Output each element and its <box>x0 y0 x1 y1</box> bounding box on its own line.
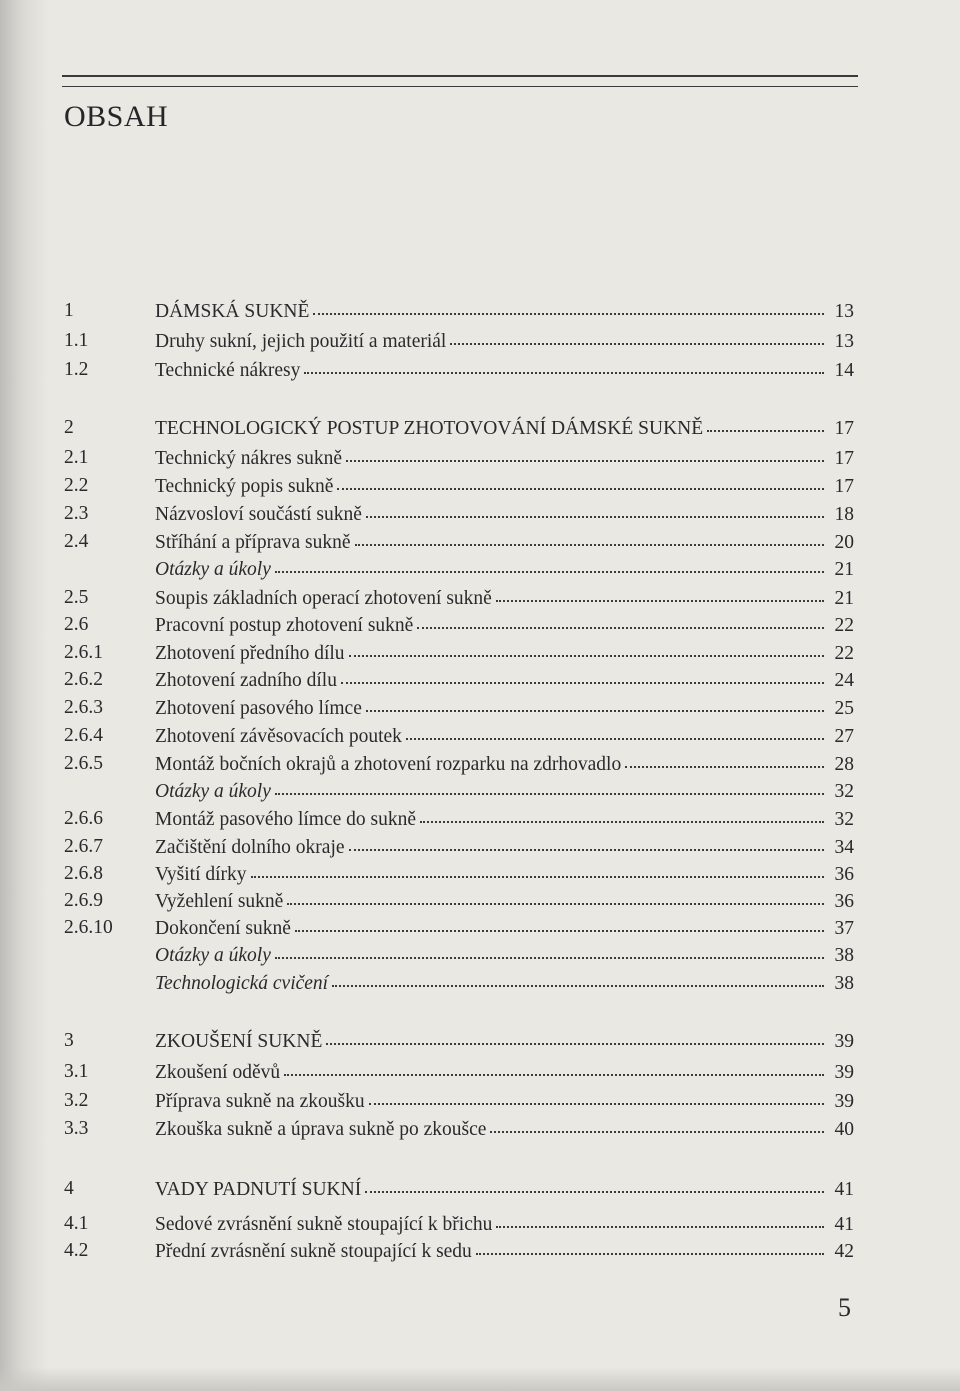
toc-entry-body <box>155 557 854 581</box>
toc-entry <box>0 889 960 913</box>
toc-entry-page: 13 <box>834 331 854 352</box>
page-number: 5 <box>838 1293 851 1322</box>
toc-entry-page: 36 <box>834 864 854 885</box>
toc-entry-number: 2.3 <box>64 503 89 524</box>
toc-entry-number: 3.2 <box>64 1090 89 1111</box>
dot-leader <box>496 584 824 602</box>
toc-entry-page: 17 <box>834 448 854 469</box>
toc-entry-title: Otázky a úkoly <box>155 781 271 802</box>
toc-entry-number: 2.6.9 <box>64 890 103 911</box>
toc-entry <box>0 916 960 940</box>
toc-entry-number: 2.6 <box>64 614 89 635</box>
toc-entry-page: 21 <box>834 588 854 609</box>
toc-entry-number: 1.1 <box>64 330 89 351</box>
toc-entry <box>0 1117 960 1141</box>
toc-entry-number: 2.6.10 <box>64 917 113 938</box>
toc-entry-body <box>155 943 854 967</box>
toc-entry <box>0 752 960 776</box>
toc-entry <box>0 668 960 692</box>
toc-entry-page: 32 <box>834 781 854 802</box>
toc-entry-title: VADY PADNUTÍ SUKNÍ <box>155 1179 362 1200</box>
toc-entry-body <box>155 641 854 665</box>
toc-entry-page: 40 <box>834 1119 854 1140</box>
toc-entry-title: Technický popis sukně <box>155 476 334 497</box>
toc-entry-body <box>155 1212 854 1236</box>
dot-leader <box>450 327 824 345</box>
toc-entry-number: 2.4 <box>64 531 89 552</box>
toc-entry-number: 2.5 <box>64 587 89 608</box>
toc-entry-number: 2.6.3 <box>64 697 103 718</box>
dot-leader <box>365 1175 824 1193</box>
toc-entry-page: 38 <box>834 973 854 994</box>
toc-entry-body <box>155 1029 854 1053</box>
toc-entry-page: 24 <box>834 670 854 691</box>
dot-leader <box>295 914 824 932</box>
toc-entry-page: 20 <box>834 532 854 553</box>
toc-entry-title: Montáž bočních okrajů a zhotovení rozparku na zdrhovadlo <box>155 754 622 775</box>
toc-entry-body <box>155 807 854 831</box>
toc-entry-number: 2.2 <box>64 475 89 496</box>
toc-entry-number: 1 <box>64 300 74 321</box>
toc-entry-page: 28 <box>834 754 854 775</box>
toc-entry-title: Příprava sukně na zkoušku <box>155 1091 365 1112</box>
toc-entry-page: 22 <box>834 643 854 664</box>
toc-entry-page: 38 <box>834 945 854 966</box>
toc-entry-body <box>155 724 854 748</box>
toc-entry-title: Zhotovení pasového límce <box>155 698 362 719</box>
toc-entry-body <box>155 1060 854 1084</box>
dot-leader <box>349 639 824 657</box>
toc-entry-page: 21 <box>834 559 854 580</box>
toc-entry-page: 18 <box>834 504 854 525</box>
toc-entry-page: 37 <box>834 918 854 939</box>
toc-entry-page: 17 <box>834 418 854 439</box>
toc-entry-number: 1.2 <box>64 359 89 380</box>
toc-entry-title: Vyšití dírky <box>155 864 247 885</box>
dot-leader <box>346 444 824 462</box>
toc-entry-body <box>155 1239 854 1263</box>
toc-entry-title: Zhotovení zadního dílu <box>155 670 337 691</box>
toc-entry <box>0 1212 960 1236</box>
toc-entry <box>0 943 960 967</box>
toc-entry-body <box>155 668 854 692</box>
toc-entry <box>0 835 960 859</box>
dot-leader <box>420 805 824 823</box>
toc-entry-number: 2.6.2 <box>64 669 103 690</box>
toc-entry-title: Názvosloví součástí sukně <box>155 504 362 525</box>
dot-leader <box>406 722 824 740</box>
toc-entry <box>0 862 960 886</box>
dot-leader <box>490 1115 824 1133</box>
toc-entry-body <box>155 835 854 859</box>
toc-entry-body <box>155 752 854 776</box>
toc-entry-number: 2.6.8 <box>64 863 103 884</box>
dot-leader <box>326 1027 824 1045</box>
toc-entry-number: 4 <box>64 1178 74 1199</box>
toc-entry-number: 2.6.6 <box>64 808 103 829</box>
toc-entry-body <box>155 358 854 382</box>
toc-entry-page: 36 <box>834 891 854 912</box>
dot-leader <box>287 887 824 905</box>
toc-entry-body <box>155 329 854 353</box>
toc-entry <box>0 299 960 323</box>
toc-entry <box>0 416 960 440</box>
dot-leader <box>369 1087 824 1105</box>
toc-entry-title: DÁMSKÁ SUKNĚ <box>155 301 310 322</box>
toc-entry-body <box>155 446 854 470</box>
dot-leader <box>355 528 825 546</box>
toc-entry <box>0 358 960 382</box>
toc-entry-title: Zkouška sukně a úprava sukně po zkoušce <box>155 1119 487 1140</box>
toc-entry-page: 39 <box>834 1091 854 1112</box>
dot-leader <box>341 666 824 684</box>
toc-entry-body <box>155 474 854 498</box>
dot-leader <box>275 555 824 573</box>
dot-leader <box>284 1058 824 1076</box>
toc-entry <box>0 1089 960 1113</box>
toc-entry-title: Technologická cvičení <box>155 973 329 994</box>
toc-entry-number: 2.6.4 <box>64 725 103 746</box>
toc-entry-body <box>155 530 854 554</box>
toc-entry <box>0 613 960 637</box>
toc-entry-number: 2 <box>64 417 74 438</box>
toc-entry-number: 4.2 <box>64 1240 89 1261</box>
toc-entry <box>0 807 960 831</box>
toc-entry-title: Vyžehlení sukně <box>155 891 284 912</box>
dot-leader <box>304 356 824 374</box>
toc-entry-page: 32 <box>834 809 854 830</box>
dot-leader <box>275 777 824 795</box>
toc-entry-page: 41 <box>834 1214 854 1235</box>
toc-entry-page: 25 <box>834 698 854 719</box>
dot-leader <box>707 414 824 432</box>
toc-entry-title: Stříhání a příprava sukně <box>155 532 351 553</box>
toc-entry-title: Začištění dolního okraje <box>155 837 345 858</box>
dot-leader <box>625 750 824 768</box>
toc-entry-title: Přední zvrásnění sukně stoupající k sedu <box>155 1241 472 1262</box>
toc-entry-body <box>155 586 854 610</box>
dot-leader <box>349 833 824 851</box>
toc-entry-title: Pracovní postup zhotovení sukně <box>155 615 414 636</box>
dot-leader <box>332 969 824 987</box>
toc-entry-number: 2.6.7 <box>64 836 103 857</box>
toc-entry <box>0 1177 960 1201</box>
dot-leader <box>476 1237 824 1255</box>
toc-entry-page: 27 <box>834 726 854 747</box>
toc-entry-body <box>155 299 854 323</box>
toc-entry <box>0 1060 960 1084</box>
toc-entry-page: 17 <box>834 476 854 497</box>
toc-entry-title: TECHNOLOGICKÝ POSTUP ZHOTOVOVÁNÍ DÁMSKÉ SUKNĚ <box>155 418 704 439</box>
toc-entry-body <box>155 916 854 940</box>
toc-entry <box>0 641 960 665</box>
toc-entry <box>0 557 960 581</box>
toc-entry-body <box>155 862 854 886</box>
toc-entry <box>0 586 960 610</box>
page-title: OBSAH <box>64 100 169 133</box>
dot-leader <box>366 500 824 518</box>
toc-entry-title: Otázky a úkoly <box>155 559 271 580</box>
toc-entry-number: 2.1 <box>64 447 89 468</box>
dot-leader <box>366 694 824 712</box>
toc-entry-number: 4.1 <box>64 1213 89 1234</box>
toc-entry-page: 39 <box>834 1062 854 1083</box>
toc-entry-page: 39 <box>834 1031 854 1052</box>
dot-leader <box>313 297 824 315</box>
toc-entry-title: Sedové zvrásnění sukně stoupající k břichu <box>155 1214 493 1235</box>
toc-entry-title: Dokončení sukně <box>155 918 291 939</box>
toc-entry-page: 41 <box>834 1179 854 1200</box>
toc-entry-body <box>155 613 854 637</box>
toc-entry-number: 2.6.5 <box>64 753 103 774</box>
toc-entry-number: 3.1 <box>64 1061 89 1082</box>
dot-leader <box>496 1210 824 1228</box>
toc-entry-body <box>155 502 854 526</box>
dot-leader <box>251 860 824 878</box>
dot-leader <box>275 941 824 959</box>
toc-entry-number: 2.6.1 <box>64 642 103 663</box>
toc-entry-title: Zhotovení závěsovacích poutek <box>155 726 402 747</box>
toc-entry-title: Technické nákresy <box>155 360 301 381</box>
toc-entry-page: 34 <box>834 837 854 858</box>
dot-leader <box>337 472 824 490</box>
toc-entry <box>0 474 960 498</box>
toc-entry-body <box>155 1177 854 1201</box>
toc-entry-title: Druhy sukní, jejich použití a materiál <box>155 331 447 352</box>
toc-entry-title: Zhotovení předního dílu <box>155 643 345 664</box>
toc-entry-title: Zkoušení oděvů <box>155 1062 281 1083</box>
toc-entry-body <box>155 1089 854 1113</box>
toc-entry-number: 3.3 <box>64 1118 89 1139</box>
toc-entry <box>0 1029 960 1053</box>
toc-entry <box>0 696 960 720</box>
toc-entry <box>0 530 960 554</box>
toc-entry <box>0 971 960 995</box>
toc-entry-title: Technický nákres sukně <box>155 448 343 469</box>
toc-entry-page: 13 <box>834 301 854 322</box>
toc-entry <box>0 1239 960 1263</box>
toc-entry-body <box>155 416 854 440</box>
toc-entry-body <box>155 971 854 995</box>
toc-entry-title: ZKOUŠENÍ SUKNĚ <box>155 1031 323 1052</box>
toc-entry <box>0 329 960 353</box>
toc-entry-body <box>155 779 854 803</box>
toc-entry-title: Soupis základních operací zhotovení sukně <box>155 588 492 609</box>
toc-entry <box>0 724 960 748</box>
toc-entry <box>0 779 960 803</box>
toc-entry-body <box>155 696 854 720</box>
toc-entry-page: 42 <box>834 1241 854 1262</box>
toc-entry-title: Otázky a úkoly <box>155 945 271 966</box>
toc-entry-body <box>155 889 854 913</box>
toc-entry-body <box>155 1117 854 1141</box>
dot-leader <box>417 611 824 629</box>
toc-entry-title: Montáž pasového límce do sukně <box>155 809 417 830</box>
toc-entry <box>0 446 960 470</box>
toc-entry-number: 3 <box>64 1030 74 1051</box>
toc-entry-page: 22 <box>834 615 854 636</box>
toc-entry <box>0 502 960 526</box>
toc-entry-page: 14 <box>834 360 854 381</box>
